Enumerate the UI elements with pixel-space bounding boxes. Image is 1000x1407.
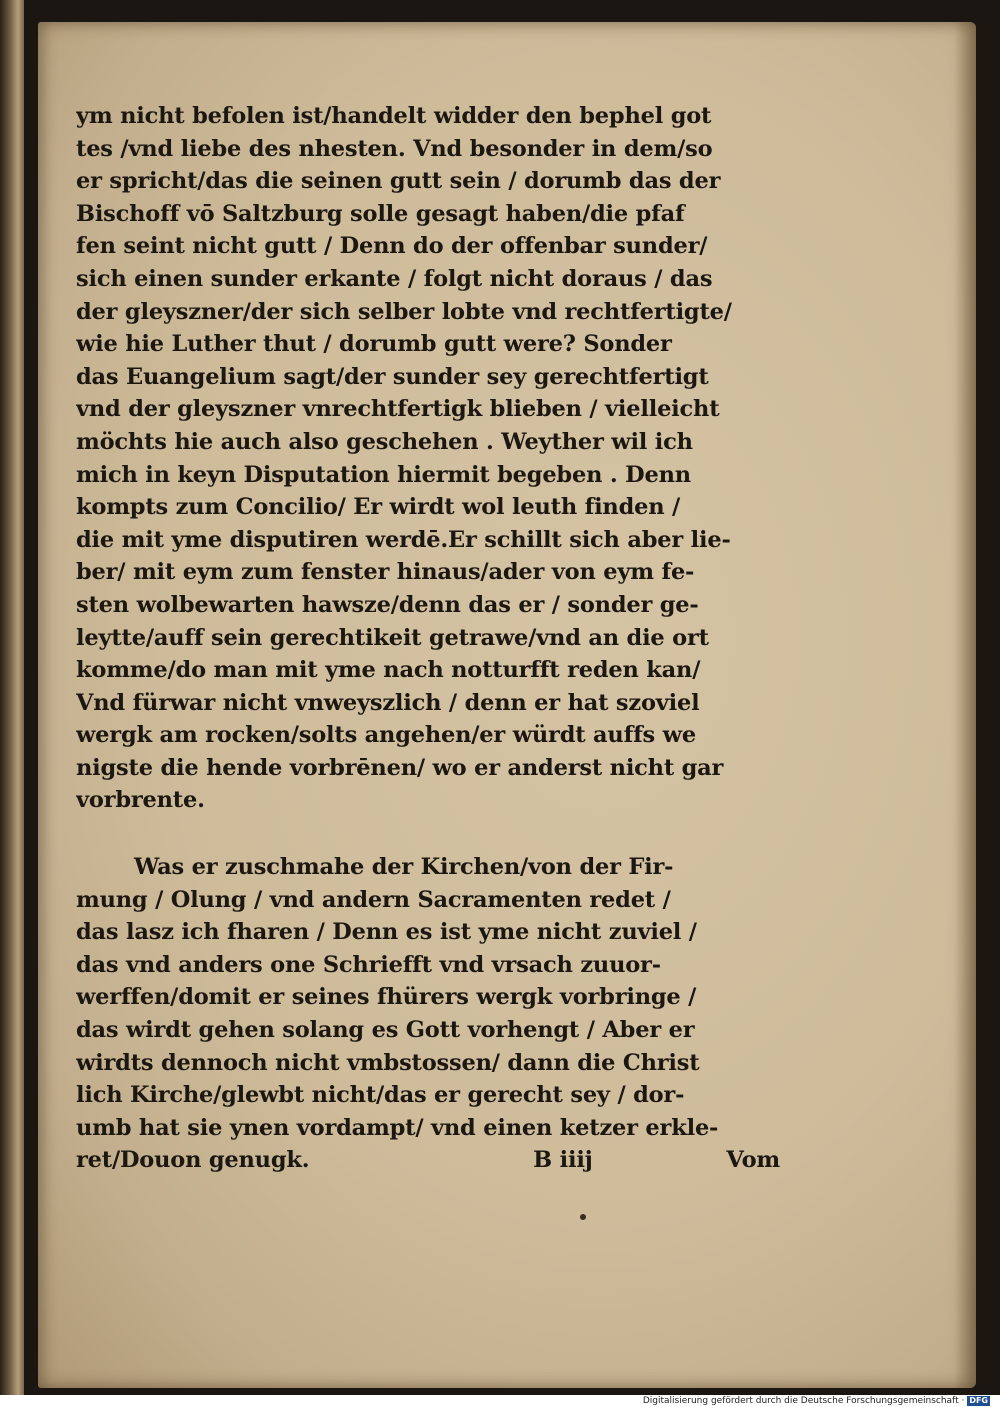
text-line: Bischoff vō Saltzburg solle gesagt haben/die pfaf — [76, 200, 685, 227]
text-line: das vnd anders one Schriefft vnd vrsach zuuor- — [76, 951, 661, 978]
text-line: leytte/auff sein gerechtikeit getrawe/vnd an die ort — [76, 624, 709, 651]
text-line: der gleyszner/der sich selber lobte vnd rechtfertigte/ — [76, 298, 732, 325]
text-line: sten wolbewarten hawsze/denn das er / sonder ge- — [76, 591, 699, 618]
paragraph-1 — [76, 100, 780, 817]
text-line: wergk am rocken/solts angehen/er würdt auffs we — [76, 722, 696, 749]
text-line: das Euangelium sagt/der sunder sey gerechtfertigt — [76, 363, 709, 390]
catchword: Vom — [726, 1147, 780, 1174]
footer-credit — [643, 1395, 990, 1407]
text-line: Vnd fürwar nicht vnweyszlich / denn er hat szoviel — [76, 689, 700, 716]
text-line: komme/do man mit yme nach notturfft reden kan/ — [76, 657, 701, 684]
text-line: tes /vnd liebe des nhesten. Vnd besonder in dem/so — [76, 135, 713, 162]
text-line: ber/ mit eym zum fenster hinaus/ader von eym fe- — [76, 559, 695, 586]
last-text-line: ret/Douon genugk. — [76, 1147, 310, 1174]
text-line: mung / Olung / vnd andern Sacramenten redet / — [76, 886, 671, 913]
text-line: mich in keyn Disputation hiermit begeben . Denn — [76, 461, 691, 488]
text-line: sich einen sunder erkante / folgt nicht doraus / das — [76, 265, 713, 292]
text-line: vnd der gleyszner vnrechtfertigk blieben / vielleicht — [76, 396, 720, 423]
text-line: die mit yme disputiren werdē.Er schillt sich aber lie- — [76, 526, 731, 553]
dfg-logo: DFG — [969, 1396, 988, 1405]
text-line: lich Kirche/glewbt nicht/das er gerecht sey / dor- — [76, 1082, 685, 1109]
text-line: wirdts dennoch nicht vmbstossen/ dann die Christ — [76, 1049, 700, 1076]
text-line: das wirdt gehen solang es Gott vorhengt / Aber er — [76, 1017, 695, 1044]
credit-text: Digitalisierung gefördert durch die Deutsche Forschungsgemeinschaft · — [642, 1396, 965, 1406]
paragraph-2 — [76, 851, 780, 1177]
facing-page-edge — [0, 0, 24, 1395]
text-line: ym nicht befolen ist/handelt widder den bephel got — [76, 103, 712, 129]
text-line: das lasz ich fharen / Denn es ist yme nicht zuviel / — [76, 919, 697, 946]
text-line: fen seint nicht gutt / Denn do der offenbar sunder/ — [76, 233, 708, 260]
text-line: werffen/domit er seines fhürers wergk vorbringe / — [76, 984, 697, 1011]
signature-mark: B iiij — [533, 1147, 593, 1174]
text-line: nigste die hende vorbrēnen/ wo er anderst nicht gar — [76, 754, 724, 781]
text-line: möchts hie auch also geschehen . Weyther wil ich — [76, 428, 693, 455]
final-line — [76, 1144, 780, 1177]
page-text — [76, 100, 780, 1177]
text-line: vorbrente. — [76, 787, 205, 814]
text-line: kompts zum Concilio/ Er wirdt wol leuth finden / — [76, 494, 681, 521]
text-line: er spricht/das die seinen gutt sein / dorumb das der — [76, 168, 721, 195]
ink-dot — [580, 1214, 586, 1220]
text-line: umb hat sie ynen vordampt/ vnd einen ketzer erkle- — [76, 1114, 719, 1141]
page-edge-shadow — [954, 22, 976, 1388]
text-line: Was er zuschmahe der Kirchen/von der Fir- — [134, 854, 674, 881]
text-line: wie hie Luther thut / dorumb gutt were? Sonder — [76, 331, 672, 358]
